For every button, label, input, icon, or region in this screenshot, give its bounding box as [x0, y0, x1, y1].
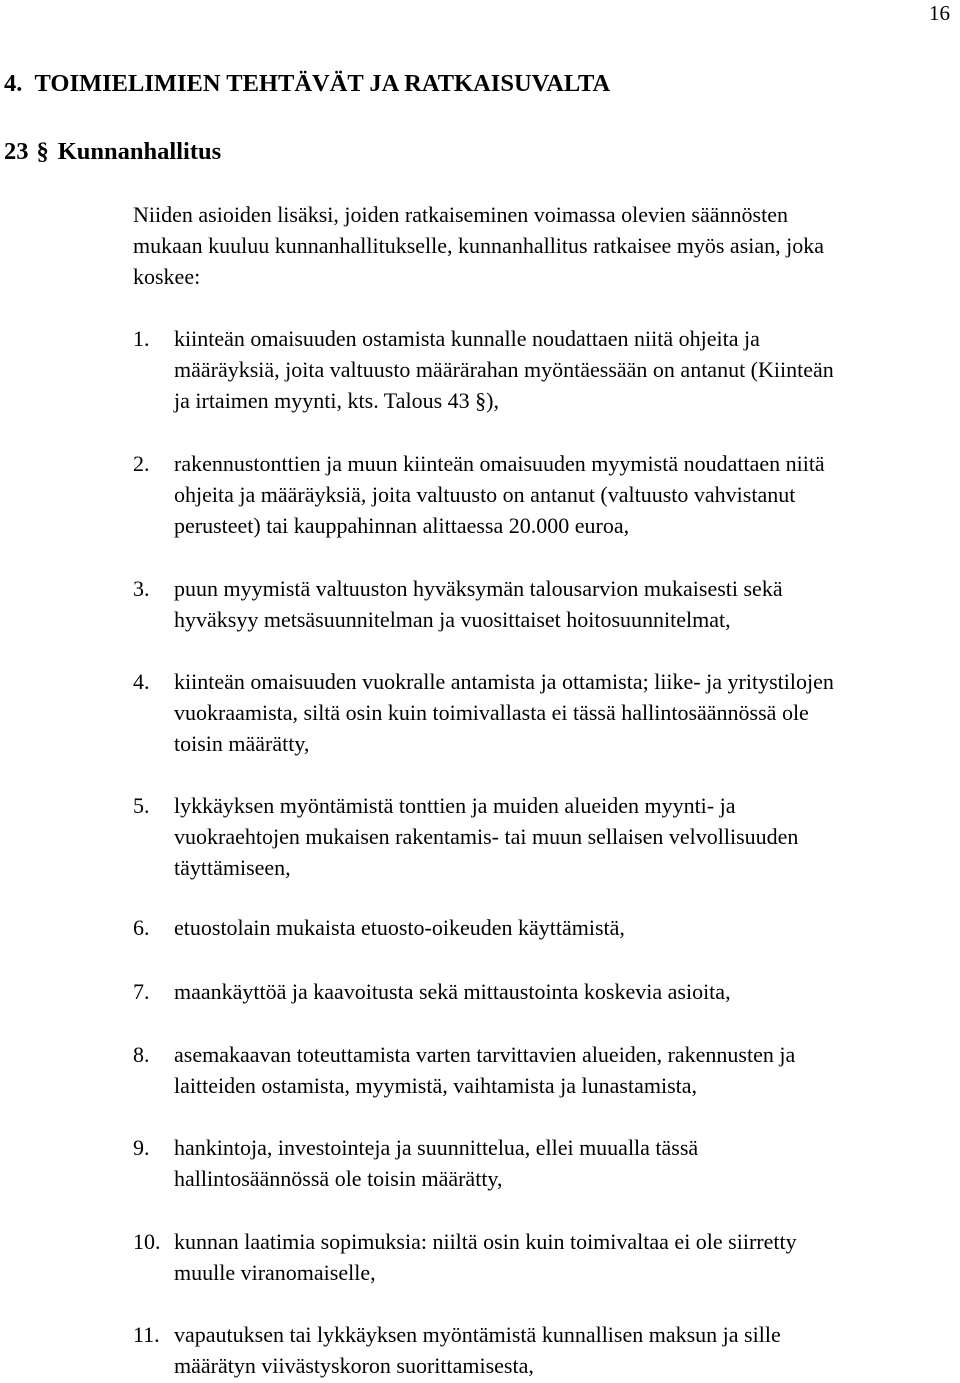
list-item-line: laitteiden ostamista, myymistä, vaihtamista ja lunastamista,	[174, 1073, 698, 1098]
list-item-number: 6.	[133, 915, 150, 940]
list-item-line: rakennustonttien ja muun kiinteän omaisuuden myymistä noudattaen niitä	[174, 451, 825, 476]
list-item-line: vapautuksen tai lykkäyksen myöntämistä kunnallisen maksun ja sille	[174, 1322, 781, 1347]
section-symbol: §	[36, 138, 49, 165]
intro-line: mukaan kuuluu kunnanhallitukselle, kunnanhallitus ratkaisee myös asian, joka	[133, 233, 825, 258]
page-number: 16	[929, 1, 950, 25]
list-item-line: muulle viranomaiselle,	[174, 1260, 376, 1285]
list-item-number: 5.	[133, 793, 150, 818]
list-item-number: 4.	[133, 669, 150, 694]
list-item-number: 7.	[133, 979, 150, 1004]
list-item-line: ja irtaimen myynti, kts. Talous 43 §),	[174, 388, 499, 413]
list-item-text	[174, 912, 954, 943]
section-heading	[4, 136, 221, 168]
list-item-text	[174, 1226, 954, 1288]
list-item-line: hankintoja, investointeja ja suunnittelua, ellei muualla tässä	[174, 1135, 699, 1160]
chapter-title: TOIMIELIMIEN TEHTÄVÄT JA RATKAISUVALTA	[34, 70, 611, 97]
list-item-line: täyttämiseen,	[174, 855, 291, 880]
list-item-number: 11.	[133, 1322, 160, 1347]
list-item-text	[174, 790, 954, 883]
list-item-line: ohjeita ja määräyksiä, joita valtuusto on antanut (valtuusto vahvistanut	[174, 482, 796, 507]
section-number: 23	[4, 138, 29, 165]
list-item-text	[174, 573, 954, 635]
list-item-text	[174, 1319, 954, 1381]
list-item-number: 8.	[133, 1042, 150, 1067]
list-item-number: 10.	[133, 1229, 161, 1254]
intro-paragraph	[133, 199, 953, 292]
chapter-heading	[4, 68, 610, 100]
list-item-line: määräyksiä, joita valtuusto määrärahan myöntäessään on antanut (Kiinteän	[174, 357, 834, 382]
list-item-text	[174, 976, 954, 1007]
list-item-line: perusteet) tai kauppahinnan alittaessa 20.000 euroa,	[174, 513, 630, 538]
list-item-line: maankäyttöä ja kaavoitusta sekä mittaustointa koskevia asioita,	[174, 979, 731, 1004]
list-item-line: toisin määrätty,	[174, 731, 310, 756]
section-title: Kunnanhallitus	[57, 138, 222, 165]
list-item-number: 9.	[133, 1135, 150, 1160]
list-item-line: puun myymistä valtuuston hyväksymän talousarvion mukaisesti sekä	[174, 576, 783, 601]
intro-line: koskee:	[133, 264, 201, 289]
list-item-line: määrätyn viivästyskoron suorittamisesta,	[174, 1353, 534, 1378]
list-item-number: 1.	[133, 326, 150, 351]
list-item-line: kiinteän omaisuuden vuokralle antamista ja ottamista; liike- ja yritystilojen	[174, 669, 834, 694]
list-item-text	[174, 448, 954, 541]
list-item-line: kiinteän omaisuuden ostamista kunnalle noudattaen niitä ohjeita ja	[174, 326, 760, 351]
chapter-number: 4.	[4, 70, 23, 97]
intro-line: Niiden asioiden lisäksi, joiden ratkaiseminen voimassa olevien säännösten	[133, 202, 788, 227]
list-item-line: hyväksyy metsäsuunnitelman ja vuosittaiset hoitosuunnitelmat,	[174, 607, 731, 632]
list-item-line: vuokraehtojen mukaisen rakentamis- tai muun sellaisen velvollisuuden	[174, 824, 799, 849]
list-item-line: hallintosäännössä ole toisin määrätty,	[174, 1166, 503, 1191]
list-item-number: 3.	[133, 576, 150, 601]
list-item-line: lykkäyksen myöntämistä tonttien ja muiden alueiden myynti- ja	[174, 793, 736, 818]
list-item-number: 2.	[133, 451, 150, 476]
list-item-line: etuostolain mukaista etuosto-oikeuden käyttämistä,	[174, 915, 625, 940]
list-item-line: vuokraamista, siltä osin kuin toimivallasta ei tässä hallintosäännössä ole	[174, 700, 809, 725]
list-item-text	[174, 666, 954, 759]
list-item-line: kunnan laatimia sopimuksia: niiltä osin kuin toimivaltaa ei ole siirretty	[174, 1229, 797, 1254]
list-item-text	[174, 1039, 954, 1101]
list-item-text	[174, 1132, 954, 1194]
list-item-line: asemakaavan toteuttamista varten tarvittavien alueiden, rakennusten ja	[174, 1042, 796, 1067]
list-item-text	[174, 323, 954, 416]
